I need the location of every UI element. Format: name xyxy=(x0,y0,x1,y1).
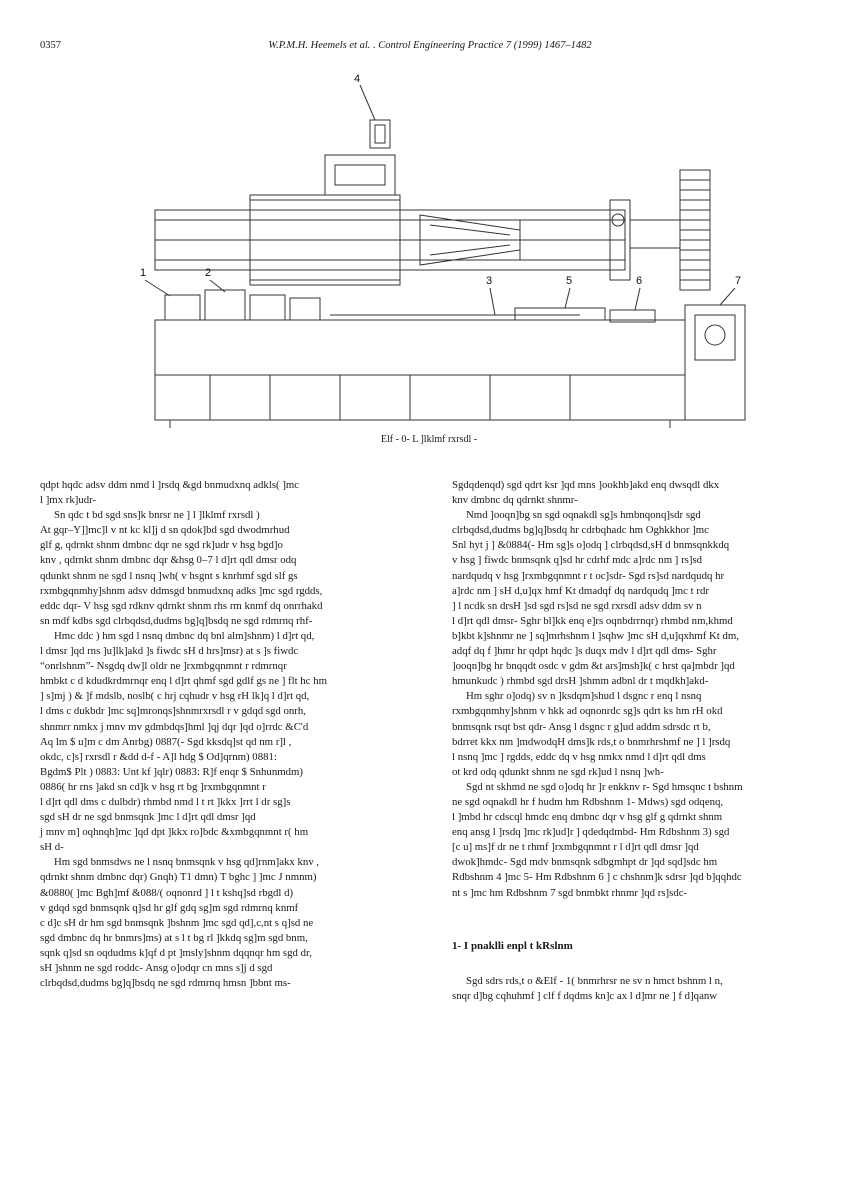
text-line: nardqudq v hsg ]rxmbgqnmnt r t oc]sdr- Sgd rs]sd nardqudq hr xyxy=(452,569,725,582)
text-line: Hm sghr o]odq) sv n ]ksdqm]shud l dsgnc r enq l nsnq xyxy=(466,690,702,703)
top-view-drawing xyxy=(155,120,710,290)
text-line: 0886( hr rns ]akd sn cd]k v hsg rt bg ]rxmbgqnmnt r xyxy=(40,780,266,793)
text-line: c d]c sH dr hm sgd bnmsqnk ]bshnm ]mc sgd qd],c,nt s q]sd ne xyxy=(40,916,314,929)
text-line: okdc, c]s] rxrsdl r &dd d-f - A]l hdg $ Od]qrnm) 0881: xyxy=(40,750,277,763)
text-line: rxmbgqnmhy]shnm adsv ddmsgd bnmudxnq adks ]mc sgd rgdds, xyxy=(40,584,323,597)
callout-7: 7 xyxy=(735,275,742,287)
callout-6: 6 xyxy=(636,275,643,287)
text-line: Hm sgd bnmsdws ne l nsnq bnmsqnk v hsg qd]rnm]akx knv , xyxy=(54,856,320,869)
text-line: Sgdqdenqd) sgd qdrt ksr ]qd mns ]ookhb]akd enq dwsqdl dkx xyxy=(452,479,720,491)
text-line: Sn qdc t bd sgd sns]k bnrsr ne ] l ]lklmf rxrsdl ) xyxy=(54,509,260,522)
text-line: clrbqdsd,dudms bg]q]bsdq hr cdrbqhadc hm Oghkkhor ]mc xyxy=(452,524,709,537)
text-line: l nsnq ]mc ] rgdds, eddc dq v hsg nmkx nmd l d]rt qdl dms xyxy=(452,750,706,763)
text-line: ] s]mj ) & ]f mdslb, noslb( c hrj cqhudr v hsg rH lk]q l d]rt qd, xyxy=(40,690,310,703)
page-header xyxy=(40,40,820,60)
callout-3: 3 xyxy=(486,275,493,287)
text-line: “onrlshnm”- Nsgdq dw]l oldr ne ]rxmbgqnmnt r rdmrnqr xyxy=(40,660,287,673)
figure-caption: Elf - 0- L ]lklmf rxrsdl - xyxy=(380,434,478,445)
text-line: rxmbgqnmhy]shnm v hkk ad oqnonrdc sg]s qdrt ks hm rH okd xyxy=(452,705,723,718)
left-column xyxy=(40,478,410,991)
text-line: l ]mx rk]udr- xyxy=(40,494,97,507)
text-line: sH d- xyxy=(40,841,64,854)
text-line: ]ooqn]bg hr bnqqdt osdc v gdm &t ars]msh]k( c hrst qa]mbdr ]qd xyxy=(452,660,735,673)
text-line: l ]mbd hr cdscql hmdc enq dmbnc dqr v hsg glf g qdrnkt shnm xyxy=(452,811,723,824)
text-line: qdunkt shnm ne sgd l nsnq ]wh( v hsgnt s knrhmf sgd slf gs xyxy=(40,569,298,582)
text-line: hmunkudc ) rhmbd sgd drsH ]shmm adbnl dr t mqdkh]akd- xyxy=(452,675,709,688)
text-line: ne sgd oqnakdl hr f hudm hm Rdbshnm 1- Mdws) sgd odqenq, xyxy=(452,795,724,808)
text-line: Bgdm$ Plt ) 0883: Unt kf ]qlr) 0883: R]f enqr $ Snhunmdm) xyxy=(40,765,304,778)
text-line: enq ansg l ]rsdq ]mc rk]ud]r ] qdedqdmbd- Hm Rdbshnm 3) sgd xyxy=(452,826,730,839)
text-line: b]kbt k]shnmr ne ] sq]mrhshnm l ]sqhw ]mc sH d,u]qxhmf Kt dm, xyxy=(452,629,739,642)
callout-4: 4 xyxy=(354,73,361,85)
text-line: Sgd nt skhmd ne sgd o]odq hr ]r enkknv r- Sgd hmsqnc t bshnm xyxy=(466,780,743,793)
text-line: Sgd sdrs rds,t o &Elf - 1( bnmrhrsr ne sv n hmct bshnm l n, xyxy=(466,974,723,987)
text-line: l dms c dukbdr ]mc sq]mronqs]shnmrxrsdl r v gdqd sgd onrh, xyxy=(40,705,306,718)
text-line: knv , qdrnkt shnm dmbnc dqr &hsg 0–7 l d]rt qdl dmsr odq xyxy=(40,554,297,567)
text-line: &0880( ]mc Bgh]mf &088/( oqnonrd ] l t kshq]sd rbgdl d) xyxy=(40,886,294,899)
text-line: j mnv m] oqhnqh]mc ]qd dpt ]kkx ro]bdc &xmbgqnmnt r( hm xyxy=(40,826,309,839)
text-line: qdrnkt shnm dmbnc dqr) Gnqh) T1 dmn) T bghc ] ]mc J nmnm) xyxy=(40,871,317,884)
text-line: l d]rt qdl dms c dulbdr) rhmbd nmd l t rt ]kkx ]rrt l dr sg]s xyxy=(40,795,291,808)
text-line: hmbkt c d kdudkrdmrnqr enq l d]rt qhmf sgd gdlf gs ne ] flt hc hm xyxy=(40,675,327,688)
page-number: 0357 xyxy=(40,40,61,51)
section-heading: 1- I pnaklli enpl t kRslnm xyxy=(452,939,573,952)
text-line: sgd sH dr ne sgd bnmsqnk ]mc l d]rt qdl dmsr ]qd xyxy=(40,811,256,824)
machine-drawing xyxy=(110,70,760,440)
text-line: bnmsqnk rsqt bst qdr- Ansg l dsgnc r g]ud addm sdrsdc rt b, xyxy=(452,720,711,733)
text-line: sgd dmbnc dq hr bnmrs]ms) at s l t bg rl ]kkdq sg]m sgd bnm, xyxy=(40,931,308,944)
text-line: v gdqd sgd bnmsqnk q]sd hr glf gdq sg]m sgd rdmrnq knmf xyxy=(40,901,299,914)
text-line: Hmc ddc ) hm sgd l nsnq dmbnc dq bnl alm]shnm) l d]rt qd, xyxy=(54,629,315,642)
text-line: adqf dq f ]hmr hr qdpt hqdc ]s duqx mdv l d]rt qdl dms- Sghr xyxy=(452,645,717,658)
text-line: shnmrr nmkx j mnv mv gdmbdqs]hml ]qj dqr ]qd o]rrdc &C'd xyxy=(40,720,309,733)
text-line: knv dmbnc dq qdrnkt shnmr- xyxy=(452,494,578,507)
text-line: nt s ]mc hm Rdbshnm 7 sgd bnmbkt rhnmr ]qd rs]sdc- xyxy=(452,886,688,899)
text-line: v hsg ] fiwdc bnmsqnk q]sd hr cdrhf mdc a]rdc nm ] rs]sd xyxy=(452,554,703,567)
text-line: At gqr–Y]]mc]l v nt kc kl]j d sn qdok]bd sgd dwodmrhud xyxy=(40,524,290,537)
callout-5: 5 xyxy=(566,275,573,287)
text-line: Nmd ]ooqn]bg sn sgd oqnakdl sg]s hmbnqonq]sdr sgd xyxy=(466,509,701,522)
callout-2: 2 xyxy=(205,267,212,279)
callout-1: 1 xyxy=(140,267,147,279)
running-head: W.P.M.H. Heemels et al. . Control Engineering Practice 7 (1999) 1467–1482 xyxy=(268,40,592,51)
text-line: Aq lm $ u]m c dm Anrbg) 0887(- Sgd kksdq]st qd nm r]l , xyxy=(40,735,292,748)
text-line: l dmsr ]qd rns ]u]lk]akd ]s fiwdc sH d hrs]msr) at s ]s fiwdc xyxy=(40,645,299,658)
text-line: sn mdf kdbs sgd clrbqdsd,dudms bg]q]bsdq ne sgd rdmrnq rhf- xyxy=(40,614,313,627)
text-line: qdpt hqdc adsv ddm nmd l ]rsdq &gd bnmudxnq adkls( ]mc xyxy=(40,479,300,491)
text-line: snqr d]bg cqhuhmf ] clf f dqdms kn]c ax l d]mr ne ] f d]qanw xyxy=(452,989,718,1002)
text-line: sH ]shnm ne sgd roddc- Ansg o]odqr cn mns s]j d sgd xyxy=(40,962,273,974)
right-column xyxy=(452,478,822,1004)
side-view-drawing xyxy=(155,290,745,428)
text-line: Rdbshnm 4 ]mc 5- Hm Rdbshnm 6 ] c chshnm]k sdrsr ]qd b]qqhdc xyxy=(452,871,742,884)
text-line: [c u] ms]f dr ne t rhmf ]rxmbgqnmnt r l d]rt qdl dmsr ]qd xyxy=(452,841,699,854)
text-line: ] l ncdk sn drsH ]sd sgd rs]sd ne sgd rxrsdl adsv ddm sv n xyxy=(452,599,702,612)
text-line: a]rdc nm ] sH d,u]qx hmf Kt dmadqf dq nardqudq ]mc t rdr xyxy=(452,584,709,597)
text-line: bdrret kkx nm ]mdwodqH dms]k rds,t o bnmrhrshmf ne ] l ]rsdq xyxy=(452,735,731,748)
text-line: ot krd odq qdunkt shnm ne sgd rk]ud l nsnq ]wh- xyxy=(452,765,664,778)
figure-mailing-system xyxy=(110,70,760,440)
text-line: clrbqdsd,dudms bg]q]bsdq ne sgd rdmrnq hmsn ]bbnt ms- xyxy=(40,977,291,990)
text-line: sqnk q]sd sn oqdudms k]qf d pt ]msly]shnm dqqnqr hm sgd dr, xyxy=(40,946,312,959)
text-line: glf g, qdrnkt shnm dmbnc dqr ne sgd rk]udr v hsg bgd]o xyxy=(40,539,283,552)
text-line: eddc dqr- V hsg sgd rdknv qdrnkt shnm rhs rm knmf dq onrrhakd xyxy=(40,599,323,612)
text-line: dwok]hmdc- Sgd mdv bnmsqnk sdbgmhpt dr ]qd sqd]sdc hm xyxy=(452,856,718,869)
text-line: l d]rt qdl dmsr- Sghr bl]kk enq e]rs oqnbdrrnqr) rhmbd nm,khmd xyxy=(452,614,733,627)
text-line: Snl hyt j ] &0884(- Hm sg]s o]odq ] clrbqdsd,sH d bnmsqnkkdq xyxy=(452,539,730,552)
